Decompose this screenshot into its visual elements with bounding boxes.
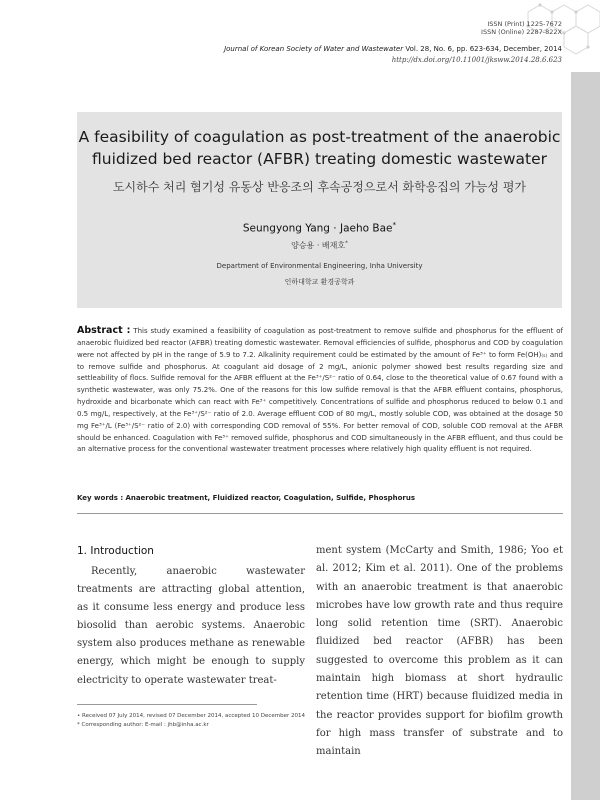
issn-print: ISSN (Print) 1225-7672	[487, 20, 562, 28]
author-names-text: Seungyong Yang · Jaeho Bae	[242, 222, 393, 235]
doi-link[interactable]: http://dx.doi.org/10.11001/jksww.2014.28.6.623	[391, 56, 562, 64]
paper-title-korean: 도시하수 처리 혐기성 유동상 반응조의 후속공정으로서 화학응집의 가능성 평가	[112, 180, 527, 194]
affiliation-korean: 인하대학교 환경공학과	[284, 278, 355, 286]
keywords-text: Anaerobic treatment, Fluidized reactor, Coagulation, Sulfide, Phosphorus	[125, 494, 416, 502]
abstract	[77, 325, 563, 456]
issn-block	[420, 20, 562, 36]
body-column-left: Recently, anaerobic wastewater treatments are attracting global attention, as it consume less energy and produce less biosolid than aerobic systems. Anaerobic system also produces methane as renewable energy, which might be enough to supply electricity to operate wastewater treat-	[77, 566, 305, 686]
footnote-corresponding: * Corresponding author: E-mail : jhb@inha.ac.kr	[77, 722, 209, 728]
section-heading: 1. Introduction	[77, 545, 154, 557]
right-margin-bar	[571, 72, 600, 800]
footnote-divider	[77, 704, 257, 705]
keywords-label: Key words :	[77, 494, 124, 502]
body-column-right: ment system (McCarty and Smith, 1986; Yoo et al. 2012; Kim et al. 2011). One of the problems with an anaerobic treatment is that anaerobic microbes have low growth rate and thus require long solid retention time (SRT). Anaerobic fluidized bed reactor (AFBR) has been suggested to overcome this problem as it can maintain high biomass at short hydraulic retention time (HRT) because fluidized media in the reactor provides support for biofilm growth for high mass transfer of substrate and to maintain	[316, 545, 563, 758]
journal-name: Journal of Korean Society of Water and Wastewater	[224, 45, 404, 53]
journal-citation	[150, 45, 562, 53]
author-names-korean	[77, 240, 562, 251]
author-names-korean-text: 양승용 · 배재호	[291, 241, 346, 250]
section-divider	[77, 513, 563, 514]
author-names	[77, 220, 562, 235]
affiliation: Department of Environmental Engineering, Inha University	[216, 262, 423, 270]
abstract-label: Abstract :	[77, 325, 131, 336]
paper-title	[77, 126, 562, 170]
footnote	[77, 712, 307, 730]
corresponding-mark: *	[392, 220, 397, 229]
journal-volume: Vol. 28, No. 6, pp. 623-634, December, 2014	[405, 45, 562, 53]
abstract-text: This study examined a feasibility of coagulation as post-treatment to remove sulfide and phosphorus for the effluent of anaerobic fluidized bed reactor (AFBR) treating domestic wastewater. Removal efficiencies of sulfide, phosphorus and COD by coagulation were not affected by pH in the range of 5.9 to 7.2. Alkalinity requirement could be estimated by the amount of Fe³⁺ to form Fe(OH)₍ₛ₎ and to remove sulfide and phosphorus. At coagulant aid dosage of 2 mg/L, anionic polymer showed best results regarding size and settleability of flocs. Sulfide removal for the AFBR effluent at the Fe³⁺/S²⁻ ratio of 0.64, close to the theoretical value of 0.67 found with a synthetic wastewater, was only 75.2%. One of the reasons for this low sulfide removal is that the AFBR effluent contains, phosphorus, hydroxide and bicarbonate which can react with Fe³⁺ competitively. Concentrations of sulfide and phosphorus reduced to below 0.1 and 0.5 mg/L, respectively, at the Fe³⁺/S²⁻ ratio of 2.0. Average effluent COD of 80 mg/L, mostly soluble COD, was obtained at the dosage 50 mg Fe³⁺/L (Fe³⁺/S²⁻ ratio of 2.0) with corresponding COD removal of 55%. For better removal of COD, soluble COD removal at the AFBR should be enhanced. Coagulation with Fe³⁺ removed sulfide, phosphorus and COD simultaneously in the AFBR effluent, and thus could be an alternative process for the conventional wastewater treatment processes where relatively high quality effluent is not required.	[77, 327, 563, 454]
corresponding-mark-korean: *	[345, 240, 348, 247]
title-line-2: fluidized bed reactor (AFBR) treating domestic wastewater	[91, 150, 548, 168]
keywords	[77, 494, 563, 502]
issn-online: ISSN (Online) 2287-822X	[481, 28, 562, 36]
title-line-1: A feasibility of coagulation as post-treatment of the anaerobic	[78, 128, 561, 146]
footnote-received: • Received 07 July 2014, revised 07 December 2014, accepted 10 December 2014	[77, 713, 306, 719]
